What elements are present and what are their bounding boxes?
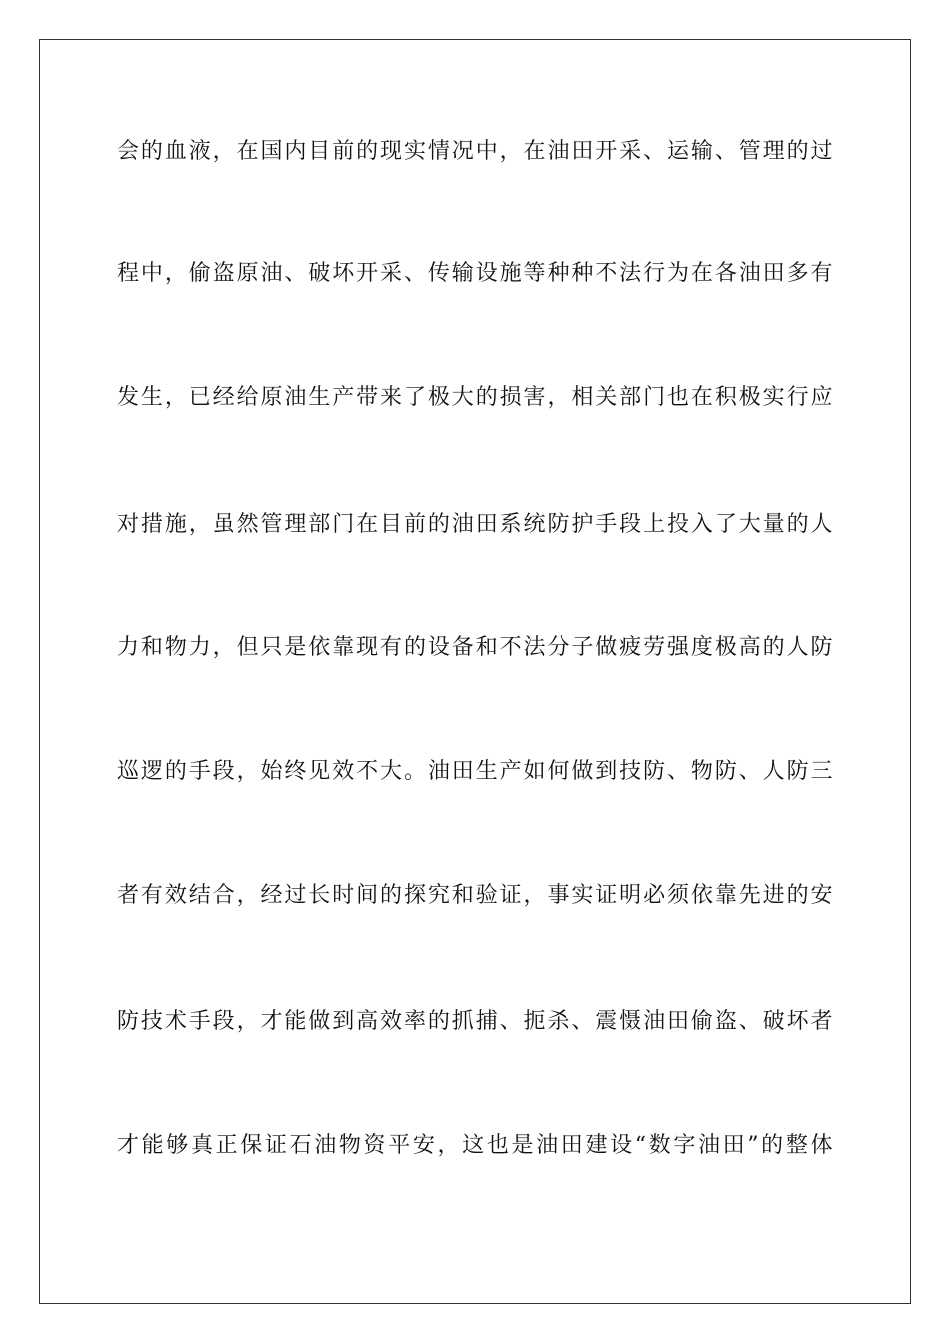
text-line-4: 对措施，虽然管理部门在目前的油田系统防护手段上投入了大量的人 <box>117 512 833 537</box>
text-line-9: 才能够真正保证石油物资平安，这也是油田建设“数字油田”的整体 <box>117 1133 833 1158</box>
text-line-6: 巡逻的手段，始终见效不大。油田生产如何做到技防、物防、人防三 <box>117 759 833 784</box>
text-line-5: 力和物力，但只是依靠现有的设备和不法分子做疲劳强度极高的人防 <box>117 635 833 660</box>
text-line-1: 会的血液，在国内目前的现实情况中，在油田开采、运输、管理的过 <box>117 139 833 164</box>
text-line-7: 者有效结合，经过长时间的探究和验证，事实证明必须依靠先进的安 <box>117 883 833 908</box>
text-line-8: 防技术手段，才能做到高效率的抓捕、扼杀、震慑油田偷盗、破坏者 <box>117 1009 833 1034</box>
text-line-3: 发生，已经给原油生产带来了极大的损害，相关部门也在积极实行应 <box>117 385 833 410</box>
page-border <box>39 39 911 1304</box>
text-line-2: 程中，偷盗原油、破坏开采、传输设施等种种不法行为在各油田多有 <box>117 261 833 286</box>
